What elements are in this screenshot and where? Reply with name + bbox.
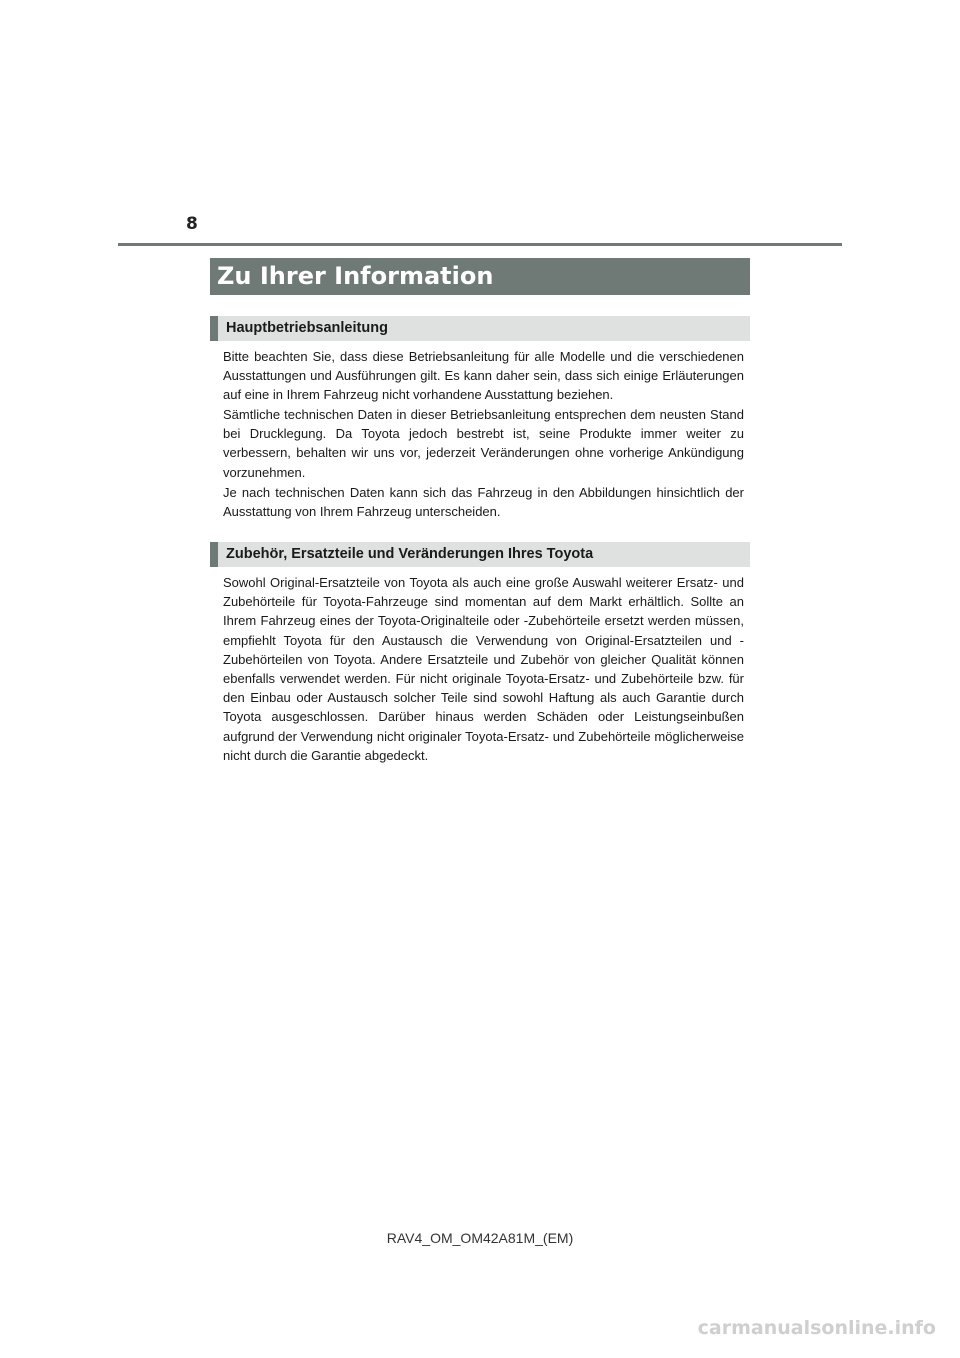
paragraph: Sowohl Original-Ersatzteile von Toyota als auch eine große Auswahl weiterer Ersatz- und Zubehörteile für Toyota-Fahrzeuge sind momentan auf dem Markt erhältlich. Sollte an Ihrem Fahrzeug eines der Toyota-Originalteile oder -Zubehörteile ersetzt werden müssen, empfiehlt Toyota für den Austausch die Verwendung von Original-Ersatzteilen und -Zubehörteilen von Toyota. Andere Ersatzteile und Zubehör von gleicher Qualität können ebenfalls verwendet werden. Für nicht originale Toyota-Ersatz- und Zubehörteile bzw. für den Einbau oder Austausch solcher Teile sind sowohl Haftung als auch Garantie durch Toyota ausgeschlossen. Darüber hinaus werden Schäden oder Leistungseinbußen aufgrund der Verwendung nicht originaler Toyota-Ersatz- und Zubehörteile möglicherweise nicht durch die Garantie abgedeckt. (223, 575, 744, 763)
document-code-footer: RAV4_OM_OM42A81M_(EM) (386, 1230, 574, 1246)
watermark: carmanualsonline.info (697, 1317, 936, 1339)
page-number: 8 (186, 214, 198, 234)
paragraph: Je nach technischen Daten kann sich das Fahrzeug in den Abbildungen hinsichtlich der Ausstattung von Ihrem Fahrzeug unterscheiden. (223, 485, 744, 520)
paragraph: Bitte beachten Sie, dass diese Betriebsanleitung für alle Modelle und die verschiedenen Ausstattungen und Ausführungen gilt. Es kann daher sein, dass sich einige Erläuterungen auf eine in Ihrem Fahrzeug nicht vorhandene Ausstattung beziehen. (223, 349, 744, 403)
section-heading-hauptbetriebsanleitung: Hauptbetriebsanleitung (210, 316, 750, 341)
paragraph: Sämtliche technischen Daten in dieser Betriebsanleitung entsprechen dem neusten Stand bei Drucklegung. Da Toyota jedoch bestrebt ist, seine Produkte immer weiter zu verbessern, behalten wir uns vor, jederzeit Veränderungen ohne vorherige Ankündigung vorzunehmen. (223, 407, 744, 480)
page-title: Zu Ihrer Information (210, 258, 750, 295)
section-heading-zubehoer: Zubehör, Ersatzteile und Veränderungen Ihres Toyota (210, 542, 750, 567)
header-rule (118, 243, 842, 246)
